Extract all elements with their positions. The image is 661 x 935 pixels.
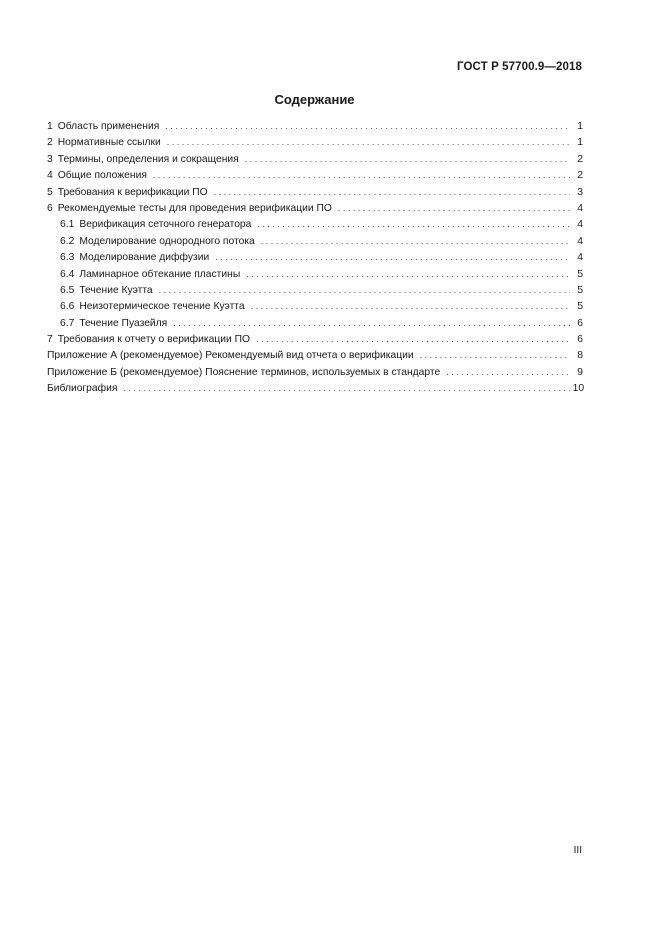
toc-entry-title: Течение Пуазейля [79, 317, 168, 329]
table-of-contents [47, 118, 583, 397]
toc-entry-number: 6 [47, 202, 53, 214]
toc-entry[interactable] [47, 331, 583, 347]
toc-entry-title: Библиография [47, 383, 118, 395]
toc-dot-leader [159, 282, 570, 298]
toc-entry-title: Нормативные ссылки [57, 137, 161, 149]
toc-entry-title: Общие положения [57, 170, 147, 182]
toc-title: Содержание [274, 92, 355, 107]
toc-entry-number: 6.1 [60, 219, 75, 231]
toc-entry-bibliography[interactable] [47, 380, 583, 396]
toc-entry-page: 10 [572, 383, 585, 395]
toc-dot-leader [123, 380, 569, 396]
toc-entry-page: 5 [577, 284, 583, 296]
toc-entry-page: 5 [577, 301, 583, 313]
toc-entry-title: Область применения [57, 121, 160, 132]
toc-dot-leader [251, 298, 570, 314]
toc-entry-title: Рекомендуемые тесты для проведения верификации ПО [57, 202, 332, 214]
toc-dot-leader [153, 167, 570, 183]
toc-entry-title: Верификация сеточного генератора [79, 219, 252, 231]
toc-entry-page: 5 [577, 268, 583, 280]
toc-dot-leader [246, 266, 570, 282]
toc-subentry[interactable] [47, 233, 583, 249]
toc-entry-page: 4 [577, 219, 583, 231]
toc-subentry[interactable] [47, 266, 583, 282]
toc-entry-number: 1 [47, 121, 53, 132]
toc-entry-page: 4 [577, 252, 583, 264]
toc-entry-title: Моделирование диффузии [79, 252, 210, 264]
toc-dot-leader [420, 347, 570, 363]
toc-entry-title: Требования к верификации ПО [57, 186, 208, 198]
toc-entry-page: 8 [577, 350, 583, 362]
toc-entry-title: Требования к отчету о верификации ПО [57, 334, 251, 346]
toc-entry-number: 6.5 [60, 284, 75, 296]
toc-entry-page: 2 [577, 153, 583, 165]
toc-dot-leader [214, 184, 570, 200]
toc-entry[interactable] [47, 200, 583, 216]
toc-entry-page: 3 [577, 186, 583, 198]
toc-entry-title: Неизотермическое течение Куэтта [79, 301, 245, 313]
toc-entry-page: 2 [577, 170, 583, 182]
toc-entry[interactable] [47, 134, 583, 150]
toc-entry-number: 6.6 [60, 301, 75, 313]
toc-entry-number: 6.3 [60, 252, 75, 264]
toc-entry-title: Приложение А (рекомендуемое) Рекомендуемый вид отчета о верификации [47, 350, 414, 362]
toc-subentry[interactable] [47, 315, 583, 331]
toc-entry-page: 6 [577, 334, 583, 346]
toc-entry[interactable] [47, 118, 583, 134]
toc-entry-page: 1 [577, 137, 583, 149]
toc-entry-page: 4 [577, 202, 583, 214]
toc-entry-title: Моделирование однородного потока [79, 235, 255, 247]
toc-dot-leader [338, 200, 570, 216]
toc-entry-page: 4 [577, 235, 583, 247]
toc-entry-appendix-b[interactable] [47, 364, 583, 380]
toc-subentry[interactable] [47, 298, 583, 314]
page-number: III [573, 845, 582, 856]
toc-dot-leader [173, 315, 570, 331]
toc-subentry[interactable] [47, 282, 583, 298]
toc-entry-title: Термины, определения и сокращения [57, 153, 239, 165]
toc-entry[interactable] [47, 167, 583, 183]
toc-entry-number: 3 [47, 153, 53, 165]
toc-subentry[interactable] [47, 249, 583, 265]
toc-entry-number: 2 [47, 137, 53, 149]
toc-entry[interactable] [47, 151, 583, 167]
toc-dot-leader [167, 134, 570, 150]
toc-entry-number: 6.4 [60, 268, 75, 280]
toc-dot-leader [257, 216, 570, 232]
toc-entry-title: Приложение Б (рекомендуемое) Пояснение терминов, используемых в стандарте [47, 366, 441, 378]
toc-entry-appendix-a[interactable] [47, 347, 583, 363]
standard-code: ГОСТ Р 57700.9—2018 [457, 61, 582, 73]
toc-entry-title: Течение Куэтта [79, 284, 153, 296]
toc-dot-leader [165, 118, 570, 134]
toc-subentry[interactable] [47, 216, 583, 232]
toc-entry-page: 1 [577, 121, 583, 132]
toc-dot-leader [446, 364, 570, 380]
toc-entry-page: 6 [577, 317, 583, 329]
toc-entry-number: 4 [47, 170, 53, 182]
toc-entry-number: 6.2 [60, 235, 75, 247]
toc-dot-leader [261, 233, 570, 249]
toc-entry-number: 5 [47, 186, 53, 198]
toc-entry[interactable] [47, 184, 583, 200]
toc-entry-number: 7 [47, 334, 53, 346]
toc-entry-page: 9 [577, 366, 583, 378]
toc-entry-number: 6.7 [60, 317, 75, 329]
toc-dot-leader [256, 331, 570, 347]
toc-dot-leader [245, 151, 570, 167]
toc-entry-title: Ламинарное обтекание пластины [79, 268, 241, 280]
toc-dot-leader [215, 249, 570, 265]
